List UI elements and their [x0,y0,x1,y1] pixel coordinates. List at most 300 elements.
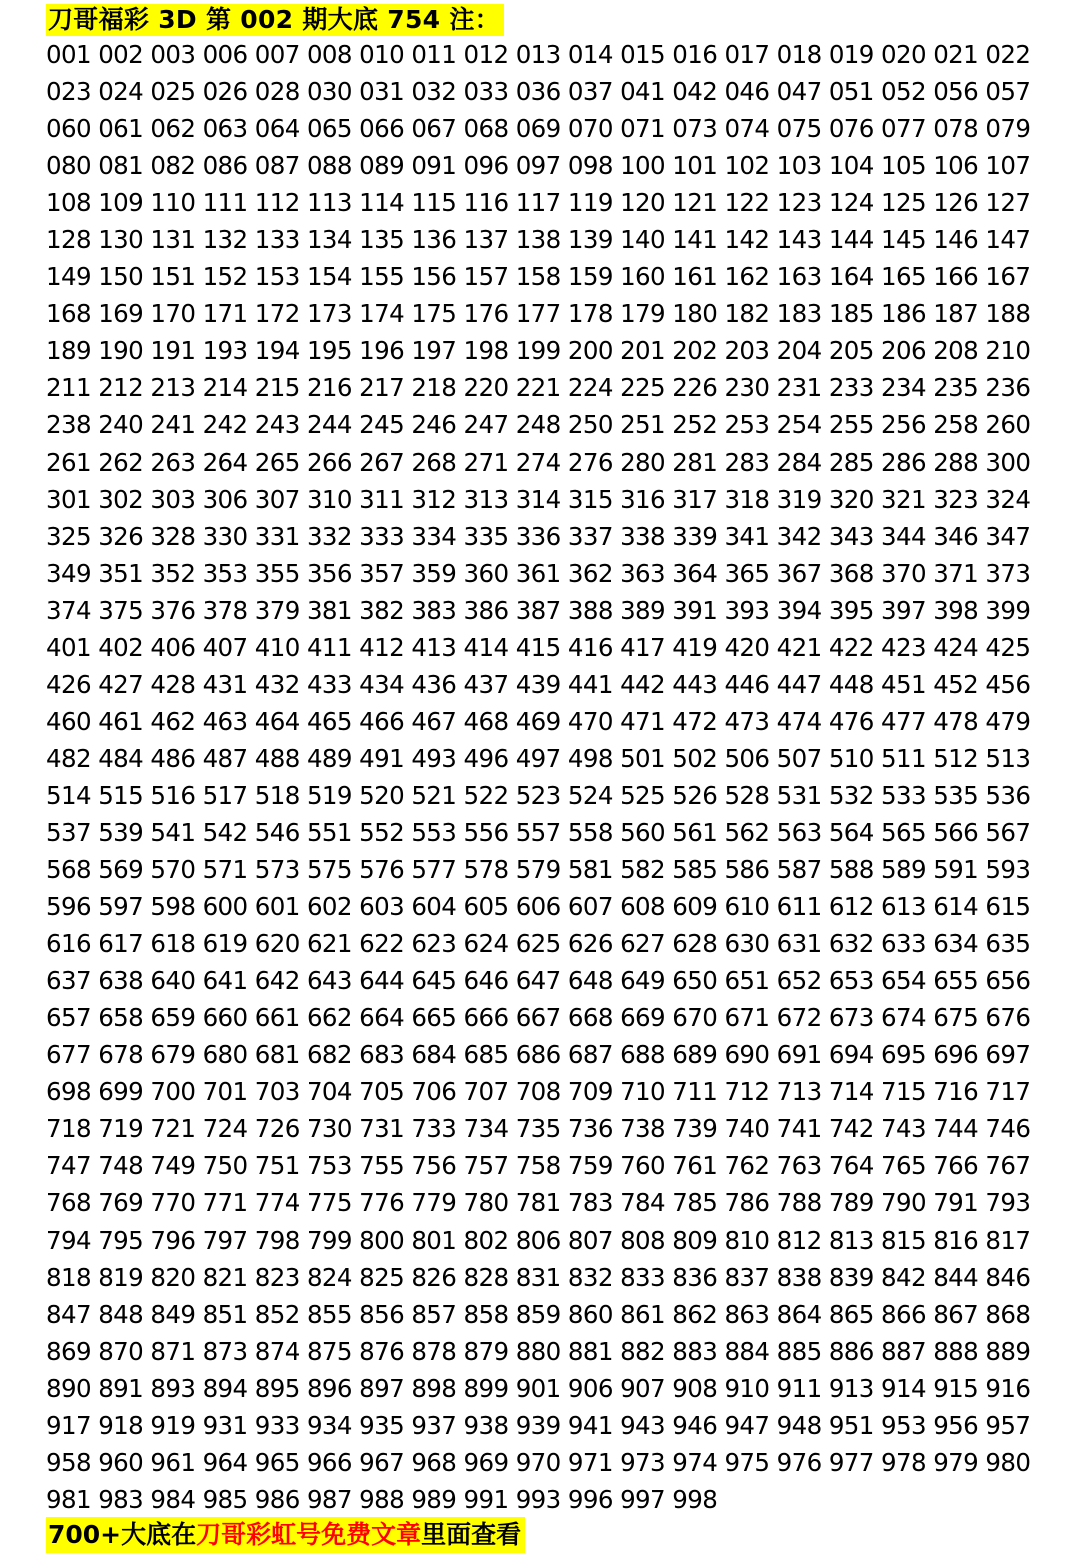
number-cell: 242 [202,410,248,440]
number-cell: 254 [776,410,822,440]
number-cell: 224 [567,373,613,403]
number-cell: 162 [724,262,770,292]
number-cell: 210 [985,336,1031,366]
number-cell: 870 [98,1336,144,1366]
number-cell: 442 [620,669,666,699]
number-cell: 762 [724,1151,770,1181]
number-cell: 087 [254,151,300,181]
number-cell: 078 [933,114,979,144]
number-cell: 491 [359,743,405,773]
number-cell: 674 [881,1003,926,1033]
number-cell: 073 [672,114,718,144]
number-cell: 252 [672,410,718,440]
number-cell: 267 [359,447,405,477]
number-cell: 670 [672,1003,718,1033]
number-cell: 113 [306,188,352,218]
number-cell: 896 [306,1373,352,1403]
number-row [46,184,1036,221]
number-cell: 956 [933,1410,979,1440]
number-cell: 808 [620,1225,666,1255]
number-cell: 862 [672,1299,718,1329]
number-cell: 716 [933,1077,979,1107]
number-cell: 672 [776,1003,822,1033]
number-cell: 755 [359,1151,405,1181]
number-cell: 807 [567,1225,613,1255]
number-cell: 976 [776,1447,822,1477]
number-cell: 186 [881,299,926,329]
number-cell: 969 [463,1447,509,1477]
number-cell: 386 [463,595,509,625]
number-cell: 064 [254,114,300,144]
number-cell: 677 [46,1040,91,1070]
number-cell: 431 [202,669,248,699]
number-cell: 046 [724,77,770,107]
number-cell: 601 [254,892,300,922]
number-cell: 570 [150,855,196,885]
number-cell: 169 [98,299,144,329]
number-cell: 439 [515,669,561,699]
number-cell: 026 [202,77,248,107]
number-cell: 566 [933,817,979,847]
number-cell: 476 [828,706,874,736]
number-cell: 020 [881,40,926,69]
number-cell: 313 [463,484,509,514]
number-cell: 100 [620,151,666,181]
number-cell: 359 [411,558,457,588]
number-cell: 463 [202,706,248,736]
number-cell: 938 [463,1410,509,1440]
number-cell: 312 [411,484,457,514]
number-cell: 441 [567,669,613,699]
number-cell: 317 [672,484,718,514]
number-cell: 669 [620,1003,666,1033]
number-cell: 193 [202,336,248,366]
number-cell: 108 [46,188,91,218]
number-cell: 187 [933,299,979,329]
number-cell: 106 [933,151,979,181]
number-cell: 951 [828,1410,874,1440]
number-cell: 456 [985,669,1031,699]
number-cell: 433 [306,669,352,699]
number-cell: 818 [46,1262,91,1292]
number-cell: 091 [411,151,457,181]
number-cell: 560 [620,817,666,847]
number-cell: 315 [567,484,613,514]
number-cell: 801 [411,1225,457,1255]
number-cell: 846 [985,1262,1031,1292]
number-cell: 869 [46,1336,91,1366]
number-cell: 202 [672,336,718,366]
number-cell: 826 [411,1262,457,1292]
number-cell: 271 [463,447,509,477]
number-cell: 770 [150,1188,196,1218]
number-cell: 553 [411,817,457,847]
number-cell: 757 [463,1151,509,1181]
number-cell: 393 [724,595,770,625]
number-cell: 067 [411,114,457,144]
number-cell: 780 [463,1188,509,1218]
number-cell: 756 [411,1151,457,1181]
number-cell: 984 [150,1484,196,1514]
number-cell: 482 [46,743,91,773]
number-cell: 179 [620,299,666,329]
number-cell: 325 [46,521,91,551]
number-cell: 634 [933,929,979,959]
number-cell: 860 [567,1299,613,1329]
number-cell: 103 [776,151,822,181]
number-cell: 859 [515,1299,561,1329]
number-cell: 842 [881,1262,926,1292]
number-cell: 245 [359,410,405,440]
number-cell: 510 [828,743,874,773]
number-cell: 452 [933,669,979,699]
number-cell: 519 [306,780,352,810]
number-cell: 736 [567,1114,613,1144]
number-cell: 602 [306,892,352,922]
number-cell: 628 [672,929,718,959]
number-row [46,777,1036,814]
number-row [46,332,1036,369]
number-cell: 600 [202,892,248,922]
number-cell: 568 [46,855,91,885]
number-cell: 658 [98,1003,144,1033]
number-row [46,1222,1036,1259]
number-cell: 374 [46,595,91,625]
number-cell: 743 [881,1114,926,1144]
number-cell: 333 [359,521,405,551]
number-cell: 831 [515,1262,561,1292]
number-cell: 895 [254,1373,300,1403]
number-cell: 731 [359,1114,405,1144]
number-cell: 521 [411,780,457,810]
footer-link-text[interactable]: 刀哥彩虹号免费文章 [196,1520,422,1549]
number-cell: 637 [46,966,91,996]
number-cell: 497 [515,743,561,773]
number-cell: 154 [306,262,352,292]
number-cell: 551 [306,817,352,847]
number-cell: 581 [567,855,613,885]
number-row [46,592,1036,629]
number-cell: 121 [672,188,718,218]
number-cell: 451 [881,669,926,699]
number-cell: 556 [463,817,509,847]
number-cell: 680 [202,1040,248,1070]
number-cell: 704 [306,1077,352,1107]
number-cell: 334 [411,521,457,551]
number-cell: 621 [306,929,352,959]
number-cell: 133 [254,225,300,255]
number-cell: 724 [202,1114,248,1144]
number-cell: 047 [776,77,822,107]
number-cell: 276 [567,447,613,477]
number-cell: 389 [620,595,666,625]
number-cell: 310 [306,484,352,514]
number-cell: 376 [150,595,196,625]
number-cell: 382 [359,595,405,625]
number-cell: 489 [306,743,352,773]
number-cell: 102 [724,151,770,181]
number-cell: 802 [463,1225,509,1255]
number-cell: 679 [150,1040,196,1070]
number-cell: 987 [306,1484,352,1514]
number-cell: 632 [828,929,874,959]
number-cell: 398 [933,595,979,625]
number-cell: 748 [98,1151,144,1181]
number-cell: 876 [359,1336,405,1366]
number-cell: 164 [828,262,874,292]
number-cell: 303 [150,484,196,514]
number-cell: 460 [46,706,91,736]
number-cell: 946 [672,1410,718,1440]
number-cell: 751 [254,1151,300,1181]
number-cell: 774 [254,1188,300,1218]
number-cell: 268 [411,447,457,477]
number-row [46,1110,1036,1147]
number-cell: 399 [985,595,1031,625]
number-cell: 816 [933,1225,979,1255]
number-cell: 502 [672,743,718,773]
number-cell: 978 [881,1447,926,1477]
number-row [46,1481,1036,1518]
number-cell: 477 [881,706,926,736]
number-row [46,295,1036,332]
number-cell: 681 [254,1040,300,1070]
number-cell: 986 [254,1484,300,1514]
number-cell: 367 [776,558,822,588]
number-cell: 362 [567,558,613,588]
number-cell: 071 [620,114,666,144]
number-cell: 623 [411,929,457,959]
number-cell: 131 [150,225,196,255]
number-cell: 426 [46,669,91,699]
number-cell: 815 [881,1225,926,1255]
number-cell: 017 [724,40,770,69]
number-cell: 625 [515,929,561,959]
number-cell: 506 [724,743,770,773]
number-row [46,1370,1036,1407]
number-cell: 820 [150,1262,196,1292]
number-cell: 741 [776,1114,822,1144]
number-cell: 096 [463,151,509,181]
number-cell: 588 [828,855,874,885]
number-cell: 018 [776,40,822,69]
number-cell: 247 [463,410,509,440]
number-cell: 653 [828,966,874,996]
number-cell: 319 [776,484,822,514]
number-cell: 062 [150,114,196,144]
number-cell: 051 [828,77,874,107]
number-cell: 283 [724,447,770,477]
number-cell: 240 [98,410,144,440]
number-cell: 645 [411,966,457,996]
number-cell: 765 [881,1151,926,1181]
number-cell: 069 [515,114,561,144]
number-cell: 901 [515,1373,561,1403]
number-cell: 793 [985,1188,1031,1218]
number-cell: 002 [98,40,144,69]
number-cell: 880 [515,1336,561,1366]
number-cell: 833 [620,1262,666,1292]
number-cell: 388 [567,595,613,625]
number-row [46,36,1036,73]
footer-prefix: 700+大底在 [48,1520,197,1549]
number-cell: 864 [776,1299,822,1329]
number-cell: 472 [672,706,718,736]
number-cell: 140 [620,225,666,255]
number-cell: 041 [620,77,666,107]
number-cell: 863 [724,1299,770,1329]
number-cell: 001 [46,40,91,69]
number-cell: 609 [672,892,718,922]
number-cell: 116 [463,188,509,218]
number-cell: 402 [98,632,144,662]
number-cell: 616 [46,929,91,959]
number-cell: 314 [515,484,561,514]
number-cell: 183 [776,299,822,329]
number-cell: 533 [881,780,926,810]
number-cell: 206 [881,336,926,366]
number-cell: 666 [463,1003,509,1033]
number-cell: 330 [202,521,248,551]
number-cell: 134 [306,225,352,255]
number-cell: 320 [828,484,874,514]
number-cell: 931 [202,1410,248,1440]
number-cell: 861 [620,1299,666,1329]
number-cell: 353 [202,558,248,588]
number-cell: 251 [620,410,666,440]
number-row [46,629,1036,666]
number-cell: 464 [254,706,300,736]
number-cell: 806 [515,1225,561,1255]
number-cell: 838 [776,1262,822,1292]
number-cell: 130 [98,225,144,255]
number-cell: 465 [306,706,352,736]
footer-note [46,1517,525,1553]
number-cell: 098 [567,151,613,181]
number-cell: 683 [359,1040,405,1070]
number-cell: 373 [985,558,1031,588]
number-row [46,925,1036,962]
number-cell: 208 [933,336,979,366]
number-cell: 618 [150,929,196,959]
number-cell: 114 [359,188,405,218]
number-cell: 719 [98,1114,144,1144]
number-cell: 343 [828,521,874,551]
number-cell: 089 [359,151,405,181]
number-cell: 542 [202,817,248,847]
number-cell: 884 [724,1336,770,1366]
number-cell: 844 [933,1262,979,1292]
number-cell: 644 [359,966,405,996]
number-cell: 191 [150,336,196,366]
number-cell: 201 [620,336,666,366]
number-cell: 687 [567,1040,613,1070]
number-cell: 028 [254,77,300,107]
number-cell: 061 [98,114,144,144]
number-cell: 381 [306,595,352,625]
number-cell: 156 [411,262,457,292]
number-cell: 539 [98,817,144,847]
number-cell: 204 [776,336,822,366]
number-cell: 280 [620,447,666,477]
number-cell: 991 [463,1484,509,1514]
number-cell: 714 [828,1077,874,1107]
number-cell: 888 [933,1336,979,1366]
number-cell: 419 [672,632,718,662]
number-cell: 478 [933,706,979,736]
number-cell: 858 [463,1299,509,1329]
number-cell: 715 [881,1077,926,1107]
number-cell: 851 [202,1299,248,1329]
number-cell: 300 [985,447,1031,477]
number-row [46,666,1036,703]
number-cell: 917 [46,1410,91,1440]
number-cell: 587 [776,855,822,885]
number-row [46,444,1036,481]
number-cell: 410 [254,632,300,662]
number-cell: 150 [98,262,144,292]
number-cell: 266 [306,447,352,477]
number-cell: 836 [672,1262,718,1292]
number-cell: 323 [933,484,979,514]
number-cell: 887 [881,1336,926,1366]
number-cell: 535 [933,780,979,810]
number-cell: 622 [359,929,405,959]
number-cell: 767 [985,1151,1031,1181]
number-cell: 488 [254,743,300,773]
number-cell: 957 [985,1410,1031,1440]
number-cell: 824 [306,1262,352,1292]
number-cell: 586 [724,855,770,885]
number-cell: 712 [724,1077,770,1107]
number-cell: 781 [515,1188,561,1218]
number-cell: 378 [202,595,248,625]
number-cell: 659 [150,1003,196,1033]
number-cell: 965 [254,1447,300,1477]
number-cell: 630 [724,929,770,959]
number-cell: 165 [881,262,926,292]
number-cell: 947 [724,1410,770,1440]
number-cell: 610 [724,892,770,922]
number-cell: 894 [202,1373,248,1403]
number-cell: 753 [306,1151,352,1181]
number-cell: 437 [463,669,509,699]
number-cell: 710 [620,1077,666,1107]
number-cell: 866 [881,1299,926,1329]
number-cell: 734 [463,1114,509,1144]
number-cell: 075 [776,114,822,144]
number-cell: 101 [672,151,718,181]
number-cell: 127 [985,188,1031,218]
number-cell: 567 [985,817,1031,847]
number-cell: 474 [776,706,822,736]
number-cell: 695 [881,1040,926,1070]
number-cell: 230 [724,373,770,403]
number-cell: 839 [828,1262,874,1292]
number-cell: 655 [933,966,979,996]
number-cell: 541 [150,817,196,847]
number-cell: 326 [98,521,144,551]
number-cell: 446 [724,669,770,699]
number-cell: 624 [463,929,509,959]
number-cell: 713 [776,1077,822,1107]
number-cell: 608 [620,892,666,922]
number-cell: 395 [828,595,874,625]
number-cell: 256 [881,410,926,440]
number-cell: 675 [933,1003,979,1033]
number-cell: 964 [202,1447,248,1477]
number-cell: 081 [98,151,144,181]
